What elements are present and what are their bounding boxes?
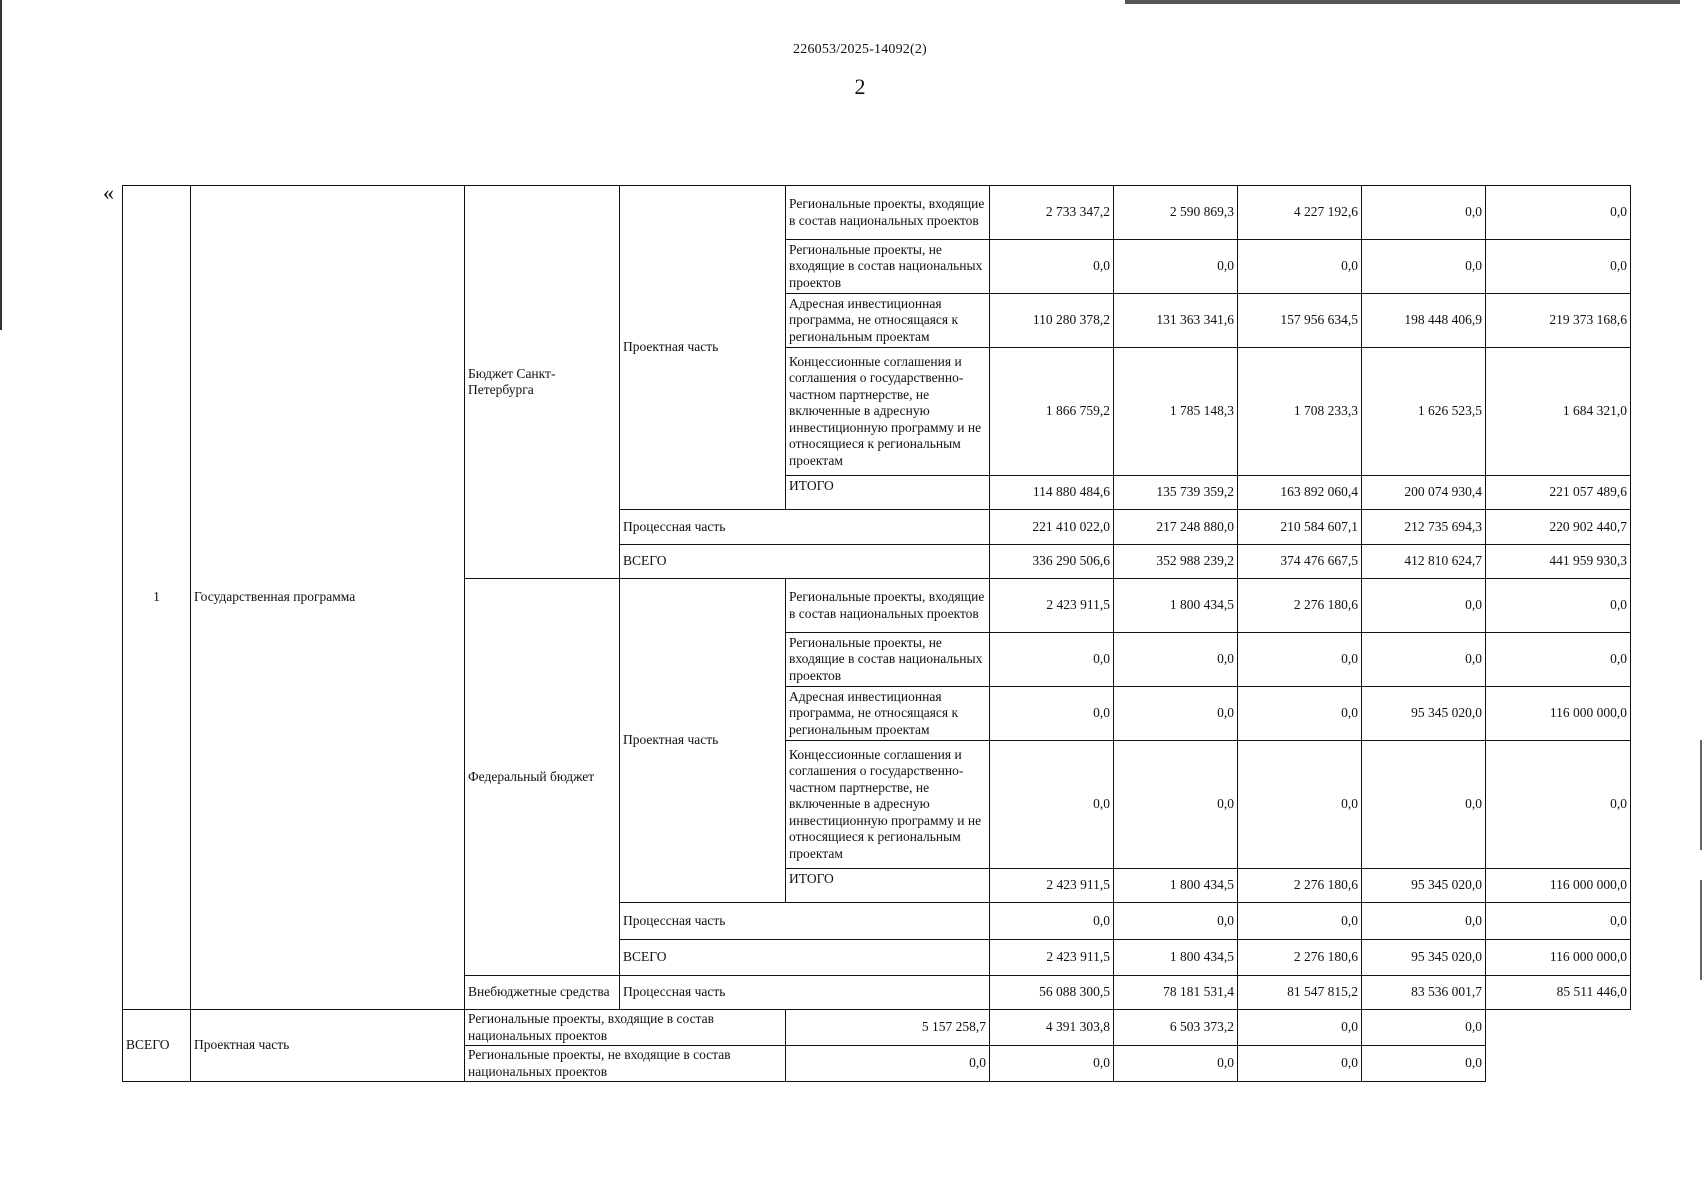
value-cell: 0,0: [1114, 633, 1238, 687]
value-cell: 0,0: [1486, 903, 1631, 940]
value-cell: 2 590 869,3: [1114, 186, 1238, 240]
value-cell: 131 363 341,6: [1114, 294, 1238, 348]
value-cell: 0,0: [1486, 633, 1631, 687]
value-cell: 116 000 000,0: [1486, 687, 1631, 741]
scan-edge-top-right: [1125, 0, 1680, 4]
value-cell: 0,0: [1238, 1046, 1362, 1082]
value-cell: 0,0: [1114, 1046, 1238, 1082]
value-cell: 116 000 000,0: [1486, 940, 1631, 976]
source-spb-budget: Бюджет Санкт-Петербурга: [465, 186, 620, 579]
line-item-label: Региональные проекты, не входящие в состав национальных проектов: [786, 240, 990, 294]
value-cell: 220 902 440,7: [1486, 510, 1631, 545]
value-cell: 78 181 531,4: [1114, 976, 1238, 1010]
value-cell: 95 345 020,0: [1362, 687, 1486, 741]
federal-project-part-label: Проектная часть: [620, 579, 786, 903]
value-cell: 163 892 060,4: [1238, 476, 1362, 510]
value-cell: 2 733 347,2: [990, 186, 1114, 240]
value-cell: 412 810 624,7: [1362, 545, 1486, 579]
value-cell: 221 057 489,6: [1486, 476, 1631, 510]
table-row: [123, 1010, 1631, 1046]
value-cell: 0,0: [1362, 1046, 1486, 1082]
value-cell: 200 074 930,4: [1362, 476, 1486, 510]
value-cell: 221 410 022,0: [990, 510, 1114, 545]
value-cell: 0,0: [990, 687, 1114, 741]
line-item-label: Адресная инвестиционная программа, не относящаяся к региональным проектам: [786, 294, 990, 348]
spb-total-label: ВСЕГО: [620, 545, 990, 579]
value-cell: 2 423 911,5: [990, 940, 1114, 976]
line-item-label: Региональные проекты, не входящие в состав национальных проектов: [465, 1046, 786, 1082]
value-cell: 5 157 258,7: [786, 1010, 990, 1046]
page-number: 2: [854, 74, 866, 99]
value-cell: 2 276 180,6: [1238, 579, 1362, 633]
value-cell: 157 956 634,5: [1238, 294, 1362, 348]
value-cell: 2 276 180,6: [1238, 940, 1362, 976]
value-cell: 0,0: [1114, 240, 1238, 294]
extra-budget-process-part-label: Процессная часть: [620, 976, 990, 1010]
value-cell: 374 476 667,5: [1238, 545, 1362, 579]
value-cell: 4 391 303,8: [990, 1010, 1114, 1046]
spb-project-part-label: Проектная часть: [620, 186, 786, 510]
value-cell: 0,0: [1362, 903, 1486, 940]
line-item-label: Региональные проекты, не входящие в состав национальных проектов: [786, 633, 990, 687]
value-cell: 441 959 930,3: [1486, 545, 1631, 579]
line-item-label: Региональные проекты, входящие в состав национальных проектов: [465, 1010, 786, 1046]
value-cell: 210 584 607,1: [1238, 510, 1362, 545]
grand-total-project-part-label: Проектная часть: [191, 1010, 465, 1082]
scan-edge-left: [0, 0, 2, 330]
value-cell: 0,0: [1238, 741, 1362, 869]
value-cell: 6 503 373,2: [1114, 1010, 1238, 1046]
value-cell: 0,0: [1238, 1010, 1362, 1046]
value-cell: 0,0: [786, 1046, 990, 1082]
value-cell: 219 373 168,6: [1486, 294, 1631, 348]
value-cell: 212 735 694,3: [1362, 510, 1486, 545]
value-cell: 0,0: [1362, 579, 1486, 633]
program-label-cell: Государственная программа: [191, 186, 465, 1010]
value-cell: 114 880 484,6: [990, 476, 1114, 510]
value-cell: 0,0: [1362, 741, 1486, 869]
value-cell: 0,0: [1362, 1010, 1486, 1046]
scan-edge-right: [1700, 740, 1702, 850]
line-item-label: Адресная инвестиционная программа, не относящаяся к региональным проектам: [786, 687, 990, 741]
value-cell: 135 739 359,2: [1114, 476, 1238, 510]
scan-edge-right-lower: [1700, 880, 1702, 980]
line-item-label: Региональные проекты, входящие в состав национальных проектов: [786, 186, 990, 240]
value-cell: 0,0: [990, 741, 1114, 869]
line-item-label: Концессионные соглашения и соглашения о государственно-частном партнерстве, не включенные в адресную инвестиционную программу и не относящиеся к региональным проектам: [786, 348, 990, 476]
value-cell: 0,0: [1362, 633, 1486, 687]
line-item-label: Региональные проекты, входящие в состав национальных проектов: [786, 579, 990, 633]
value-cell: 0,0: [1114, 687, 1238, 741]
value-cell: 2 423 911,5: [990, 579, 1114, 633]
value-cell: 0,0: [1114, 903, 1238, 940]
value-cell: 83 536 001,7: [1362, 976, 1486, 1010]
value-cell: 1 785 148,3: [1114, 348, 1238, 476]
opening-quote-mark: «: [103, 180, 114, 205]
value-cell: 1 708 233,3: [1238, 348, 1362, 476]
value-cell: 4 227 192,6: [1238, 186, 1362, 240]
line-item-label: ИТОГО: [786, 869, 990, 903]
grand-total-label: ВСЕГО: [123, 1010, 191, 1082]
federal-process-part-label: Процессная часть: [620, 903, 990, 940]
value-cell: 0,0: [990, 1046, 1114, 1082]
value-cell: 0,0: [1114, 741, 1238, 869]
source-federal-budget: Федеральный бюджет: [465, 579, 620, 976]
value-cell: 81 547 815,2: [1238, 976, 1362, 1010]
row-number-cell: 1: [123, 186, 191, 1010]
value-cell: 95 345 020,0: [1362, 869, 1486, 903]
value-cell: 1 626 523,5: [1362, 348, 1486, 476]
value-cell: 0,0: [1486, 579, 1631, 633]
value-cell: 0,0: [990, 240, 1114, 294]
line-item-label: ИТОГО: [786, 476, 990, 510]
value-cell: 2 423 911,5: [990, 869, 1114, 903]
value-cell: 2 276 180,6: [1238, 869, 1362, 903]
value-cell: 217 248 880,0: [1114, 510, 1238, 545]
line-item-label: Концессионные соглашения и соглашения о государственно-частном партнерстве, не включенные в адресную инвестиционную программу и не относящиеся к региональным проектам: [786, 741, 990, 869]
spb-process-part-label: Процессная часть: [620, 510, 990, 545]
value-cell: 198 448 406,9: [1362, 294, 1486, 348]
value-cell: 336 290 506,6: [990, 545, 1114, 579]
source-extra-budget: Внебюджетные средства: [465, 976, 620, 1010]
value-cell: 0,0: [1238, 633, 1362, 687]
value-cell: 1 866 759,2: [990, 348, 1114, 476]
value-cell: 0,0: [1486, 741, 1631, 869]
value-cell: 0,0: [1362, 186, 1486, 240]
value-cell: 0,0: [1486, 186, 1631, 240]
value-cell: 0,0: [1486, 240, 1631, 294]
value-cell: 95 345 020,0: [1362, 940, 1486, 976]
value-cell: 0,0: [990, 903, 1114, 940]
value-cell: 0,0: [1238, 687, 1362, 741]
value-cell: 1 800 434,5: [1114, 579, 1238, 633]
table-row: [123, 186, 1631, 240]
value-cell: 0,0: [990, 633, 1114, 687]
value-cell: 1 800 434,5: [1114, 869, 1238, 903]
value-cell: 56 088 300,5: [990, 976, 1114, 1010]
value-cell: 0,0: [1238, 240, 1362, 294]
document-registration-number: 226053/2025-14092(2): [793, 42, 927, 57]
value-cell: 0,0: [1238, 903, 1362, 940]
federal-total-label: ВСЕГО: [620, 940, 990, 976]
value-cell: 0,0: [1362, 240, 1486, 294]
financing-table: [122, 185, 1631, 1082]
value-cell: 85 511 446,0: [1486, 976, 1631, 1010]
value-cell: 110 280 378,2: [990, 294, 1114, 348]
value-cell: 1 684 321,0: [1486, 348, 1631, 476]
value-cell: 352 988 239,2: [1114, 545, 1238, 579]
value-cell: 1 800 434,5: [1114, 940, 1238, 976]
value-cell: 116 000 000,0: [1486, 869, 1631, 903]
